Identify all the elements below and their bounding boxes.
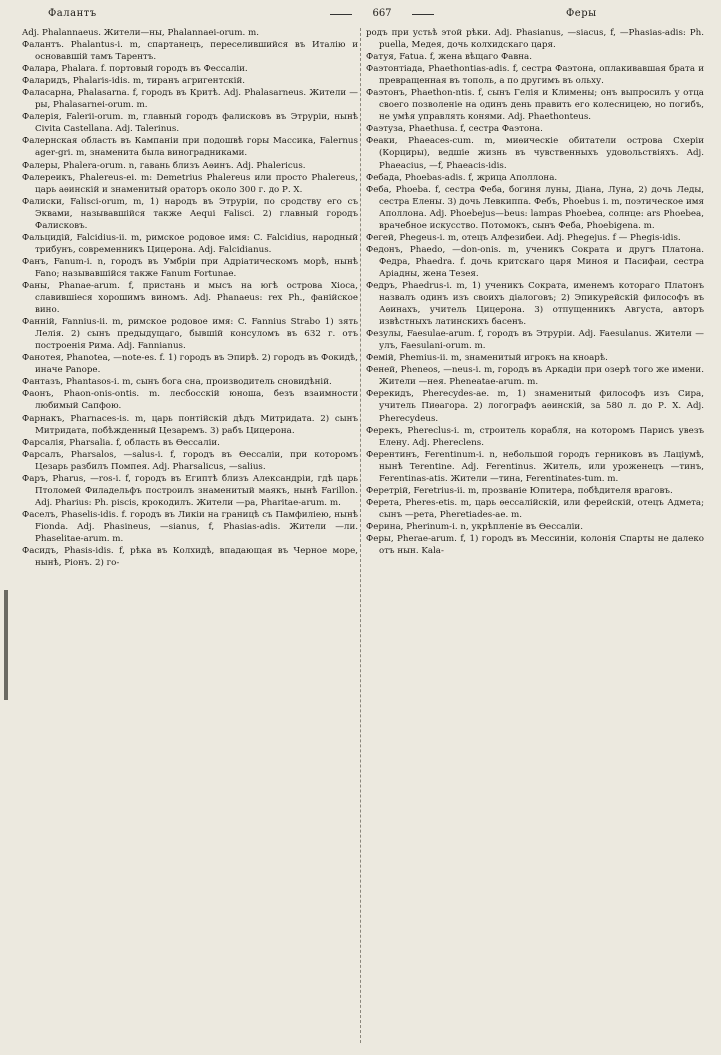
dictionary-entry: Феретрій, Feretrius-ii. m, прозваніе Юпитера, побѣдителя враговъ.: [366, 485, 673, 496]
page-number: 667: [322, 6, 442, 22]
dictionary-entry: Феба, Phoeba. f, сестра Феба, богиня луны, Діана, Луна, 2) дочь Леды, сестра Елены. 3) дочь Левкиппа. Фебъ, Phoebus i. m, поэтическое имя Аполлона. Adj. Phoebejus—beus: lampas Phoebea, солнце: ars Phoebea, врачебное искусство. Потомокъ, сынъ Феба, Phoebigena. m.: [366, 184, 704, 231]
dictionary-entry: Фаселъ, Phaselis-idis. f. городъ въ Ликіи на границѣ съ Памфиліею, нынѣ Fionda. Adj. Phasineus, —sianus, f, Phasias-adis. Жители —ли. Phaselitae-arum. m.: [22, 509, 358, 544]
dictionary-entry: Фантазъ, Phantasos-i. m, сынъ бога сна, производитель сновидѣній.: [22, 377, 332, 388]
dictionary-entry: Фалиски, Falisci-orum, m, 1) народъ въ Этруріи, по сродству его съ Эквами, называвшійся также Aequi Falisci. 2) главный городъ Фалисковъ.: [22, 196, 358, 231]
dictionary-entry: Федръ, Phaedrus-i. m, 1) ученикъ Сократа, именемъ котораго Платонъ назвалъ одинъ изъ своихъ діалоговъ; 2) Эпикурейскій философъ въ Аѳинахъ, учитель Цицерона. 3) отпущенникъ Августа, авторъ извѣстныхъ латинскихъ басенъ.: [366, 280, 704, 328]
column-divider: [360, 28, 361, 1043]
dictionary-entry: Фаны, Phanae-arum. f, пристань и мысъ на югѣ острова Хіоса, славившіеся хорошимъ виномъ. Adj. Phanaeus: rex Ph., фанійское вино.: [22, 280, 358, 316]
dictionary-entry: Феней, Pheneos, —neus-i. m, городъ въ Аркадіи при озерѣ того же имени. Жители —нея. Pheneatae-arum. m.: [366, 365, 704, 388]
page-header: [22, 6, 703, 22]
dictionary-entry: Фалеры, Phalera-orum. n, гавань близъ Аѳинъ. Adj. Phalericus.: [22, 160, 306, 171]
dictionary-entry: Фарсалія, Pharsalia. f, область въ Ѳессаліи.: [22, 437, 220, 448]
left-column: [22, 27, 358, 569]
dictionary-entry: Фальцидій, Falcidius-ii. m, римское родовое имя: C. Falcidius, народный трибунъ, современникъ Цицерона. Adj. Falcidianus.: [22, 232, 358, 255]
dictionary-entry: Ферина, Pherinum-i. n, укрѣпленіе въ Ѳессаліи.: [366, 521, 583, 532]
dictionary-entry: Федонъ, Phaedo, —don-onis. m, ученикъ Сократа и другъ Платона. Федра, Phaedra. f. дочь критскаго царя Миноя и Пасифаи, сестра Аріадны, жена Тезея.: [366, 244, 704, 279]
binding-shadow: [4, 590, 8, 700]
dictionary-entry: Фанній, Fannius-ii. m, римское родовое имя: C. Fannius Strabo 1) зять Лелія. 2) сынъ предыдущаго, бывшій консуломъ въ 632 г. отъ построенія Рима. Adj. Fannianus.: [22, 317, 358, 352]
dictionary-entry: Фалерія, Falerii-orum. m, главный городъ фалисковъ въ Этруріи, нынѣ Civita Castellana. Adj. Talerinus.: [22, 112, 358, 135]
dictionary-entry: Ферекидъ, Pherecydes-ae. m, 1) знаменитый философъ изъ Сира, учитель Пиѳагора. 2) логографъ аѳинскій, за 580 л. до Р. Х. Adj. Pherecydeus.: [366, 389, 704, 424]
dictionary-entry: Фарнакъ, Pharnaces-is. m, царь понтійскій дѣдъ Митридата. 2) сынъ Митридата, побѣжденный Цезаремъ. 3) рабъ Цицерона.: [22, 413, 358, 436]
running-head-right: Феры: [566, 8, 597, 19]
dictionary-entry: Фаонъ, Phaon-onis-ontis. m. лесбосскій юноша, безъ взаимности любимый Сапфою.: [22, 389, 358, 412]
running-head-left: Фалантъ: [48, 8, 97, 19]
dictionary-entry: Фанъ, Fanum-i. n, городъ въ Умбріи при Адріатическомъ морѣ, нынѣ Fano; называвшійся также Fanum Fortunae.: [22, 256, 358, 279]
dictionary-entry: Фегей, Phegeus-i. m, отецъ Алфезибеи. Adj. Phegejus. f — Phegis-idis.: [366, 232, 681, 243]
dictionary-entry: Фасидъ, Phasis-idis. f, рѣка въ Колхидѣ, впадающая въ Черное море, нынѣ, Ріонъ. 2) го-: [22, 546, 358, 569]
dictionary-entry: Ферентинъ, Ferentinum-i. n, небольшой городъ герниковъ въ Лаціумѣ, нынѣ Terentine. Adj. Ferentinus. Житель, или уроженецъ —тинъ, Ferentinas-atis. Жители —тина, Ferentinates-tum. m.: [366, 449, 704, 484]
dictionary-entry: Фалара, Phalara. f. портовый городъ въ Фессаліи.: [22, 64, 248, 75]
dictionary-entry: Фалереикъ, Phalereus-ei. m: Demetrius Phalereus или просто Phalereus, царь аѳинскій и знаменитый ораторъ около 300 г. до Р. Х.: [22, 172, 358, 195]
dictionary-entry: Фаръ, Pharus, —ros-i. f, городъ въ Египтѣ близъ Александріи, гдѣ царь Птоломей Филадельфъ построилъ знаменитый маякъ, нынѣ Farillon. Adj. Pharius: Ph. piscis, крокодилъ. Жители —ра, Pharitae-arum. m.: [22, 473, 358, 508]
dictionary-entry: Фаласарна, Phalasarna. f, городъ въ Критѣ. Adj. Phalasarneus. Жители —ры, Phalasarnei-orum. m.: [22, 88, 358, 111]
dictionary-entry: Фатуя, Fatua. f, жена вѣщаго Фавна.: [366, 52, 532, 63]
dictionary-entry: Adj. Phalannaeus. Жители—ны, Phalannaei-orum. m.: [22, 28, 259, 38]
dictionary-entry: Фарсалъ, Pharsalos, —salus-i. f, городъ въ Ѳессаліи, при которомъ Цезарь разбилъ Помпея. Adj. Pharsalicus, —salius.: [22, 449, 358, 472]
dictionary-entry: Ферета, Pheres-etis. m, царь ѳессалійскій, или ферейскій, отецъ Адмета; сынъ —рета, Pheretiades-ae. m.: [366, 497, 704, 520]
right-column: [366, 27, 704, 557]
dictionary-entry: Фалернская область въ Кампаніи при подошвѣ горы Массика, Falernus ager-gri. m, знаменита была виноградниками.: [22, 136, 358, 159]
dictionary-entry: Фезулы, Faesulae-arum. f, городъ въ Этруріи. Adj. Faesulanus. Жители —улъ, Faesulani-orum. m.: [366, 329, 704, 352]
dictionary-entry: Феры, Pherae-arum. f, 1) городъ въ Мессиніи, колонія Спарты не далеко отъ нын. Kala-: [366, 533, 704, 557]
dictionary-entry: Фаэтонтіада, Phaethontias-adis. f, сестра Фаэтона, оплакивавшая брата и превращенная въ тополь, а по другимъ въ ольху.: [366, 64, 704, 87]
dictionary-entry: Фалантъ. Phalantus-i. m, спартанецъ, переселившийся въ Италію и основавшій тамъ Тарентъ.: [22, 40, 358, 63]
dictionary-entry: Феаки, Phaeaces-cum. m, миѳическіе обитатели острова Схеріи (Корциры), ведшіе жизнь въ чувственныхъ удовольствіяхъ. Adj. Phaeacius, —f, Phaeacis-idis.: [366, 136, 704, 171]
dictionary-entry: Ферекъ, Phereclus-i. m, строитель корабля, на которомъ Парисъ увезъ Елену. Adj. Phereclens.: [366, 425, 704, 448]
dictionary-entry: Фаэтуза, Phaethusa. f, сестра Фаэтона.: [366, 124, 543, 135]
dictionary-entry: родъ при устьѣ этой рѣки. Adj. Phasianus, —siacus, f, —Phasias-adis: Ph. puella, Медея, дочь колхидскаго царя.: [366, 28, 704, 51]
dictionary-entry: Фаэтонъ, Phaethon-ntis. f, сынъ Гелія и Климены; онъ выпросилъ у отца своего позволеніе на одинъ день править его колесницею, но погибъ, не умѣя управлять конями. Adj. Phaethonteus.: [366, 88, 704, 123]
dictionary-entry: Фаларидъ, Phalaris-idis. m, тиранъ агригентскій.: [22, 76, 246, 87]
dictionary-entry: Фанотея, Phanotea, —note-es. f. 1) городъ въ Эпирѣ. 2) городъ въ Фокидѣ, иначе Panope.: [22, 353, 358, 376]
dictionary-entry: Фемій, Phemius-ii. m, знаменитый игрокъ на кноарѣ.: [366, 353, 608, 364]
dictionary-entry: Фебада, Phoebas-adis. f, жрица Аполлона.: [366, 172, 558, 183]
